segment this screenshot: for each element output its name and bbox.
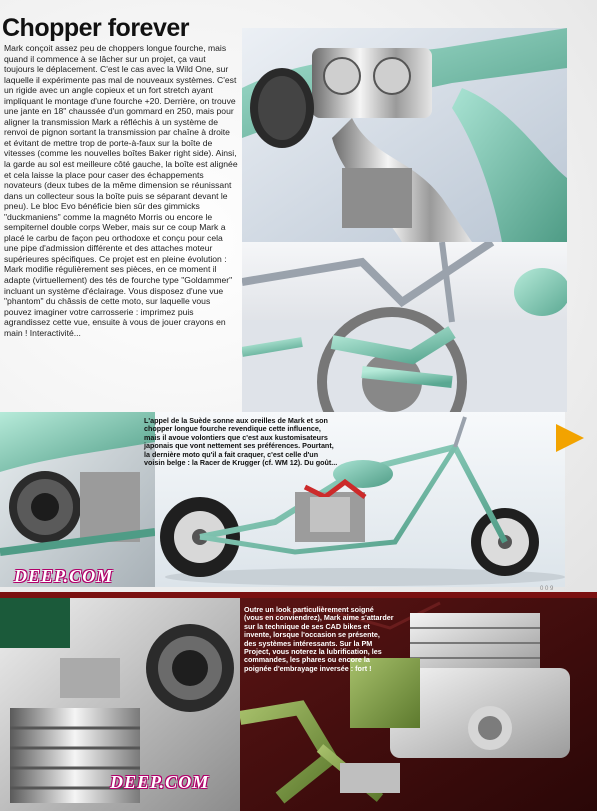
caption-engine: Outre un look particulièrement soigné (vous en conviendrez), Mark aime s'attarder sur la technique de ses CAD bikes et invente, lorsque l'occasion se présente, des systèmes intéressants. Sur la PM Project, vous noterez la lubrification, les commandes, les phares ou encore la poignée d'embrayage inversée : fort ! — [244, 605, 394, 673]
article-body: Mark conçoit assez peu de choppers longue fourche, mais quand il commence à se lâcher sur un projet, ça vaut toujours le déplacement. C'est le cas avec la Wild One, sur laquelle il expérimente pas mal de nouveaux systèmes. C'est un rigide avec un angle copieux et un fort stretch ayant impliquant le montage d'une fourche +20. Derrière, on trouve une jante en 18" chaussée d'un gommard en 250, mais pour aligner la transmission Mark a réfléchis à un système de renvoi de pignon sortant la transmission par chaîne à droite et évitant de mettre trop de porte-à-faux sur la boîte de vitesses (comme les nouvelles boîtes Baker right side). Ainsi, la garde au sol est meilleure côté gauche, la boîte est alignée et cela laisse la place pour caser des échappements novateurs (deux tubes de la même dimension se réunissant dans un collecteur sous la boîte puis se séparant devant le pneu). Le bloc Evo bénéficie bien sûr des gimmicks "duckmaniens" comme la magnéto Morris ou encore le sempiternel double corps Weber, mais sur ce coup Mark a placé le carbu de façon peu orthodoxe et conçu pour cela une pipe d'admission différente et des attaches moteur supérieures spécifiques. Ce projet est en pleine évolution : Mark modifie régulièrement ses pièces, en ce moment il adapte (virtuellement) des tés de fourche type "Goldammer" incluant un système d'éclairage. Vous disposez d'une vue "phantom" du châssis de cette moto, sur laquelle vous pouvez imaginer votre carrosserie : imprimez puis agrandissez cette vue, ensuite à vous de jouer crayons en main ! Interactivité... — [4, 43, 238, 338]
article-title: Chopper forever — [2, 14, 189, 42]
caption-chopper: L'appel de la Suède sonne aux oreilles de Mark et son chopper longue fourche revendique cette influence, mais il avoue volontiers que c'est aux kustomisateurs japonais que vont nettement ses préférences. Pourtant, la dernière moto qu'il a fait craquer, c'est celle d'un voisin belge : la Racer de Krugger (cf. WM 12). Du goût... — [144, 416, 338, 468]
photo-carburetor — [242, 28, 567, 242]
photo-frame — [242, 242, 567, 412]
watermark-bottom: DEEP.COM — [110, 772, 210, 792]
next-page-arrow-icon[interactable] — [556, 424, 584, 452]
watermark-top: DEEP.COM — [14, 566, 114, 586]
photo-engine-left — [0, 412, 155, 587]
page-marks: 0 0 9 — [540, 586, 554, 592]
